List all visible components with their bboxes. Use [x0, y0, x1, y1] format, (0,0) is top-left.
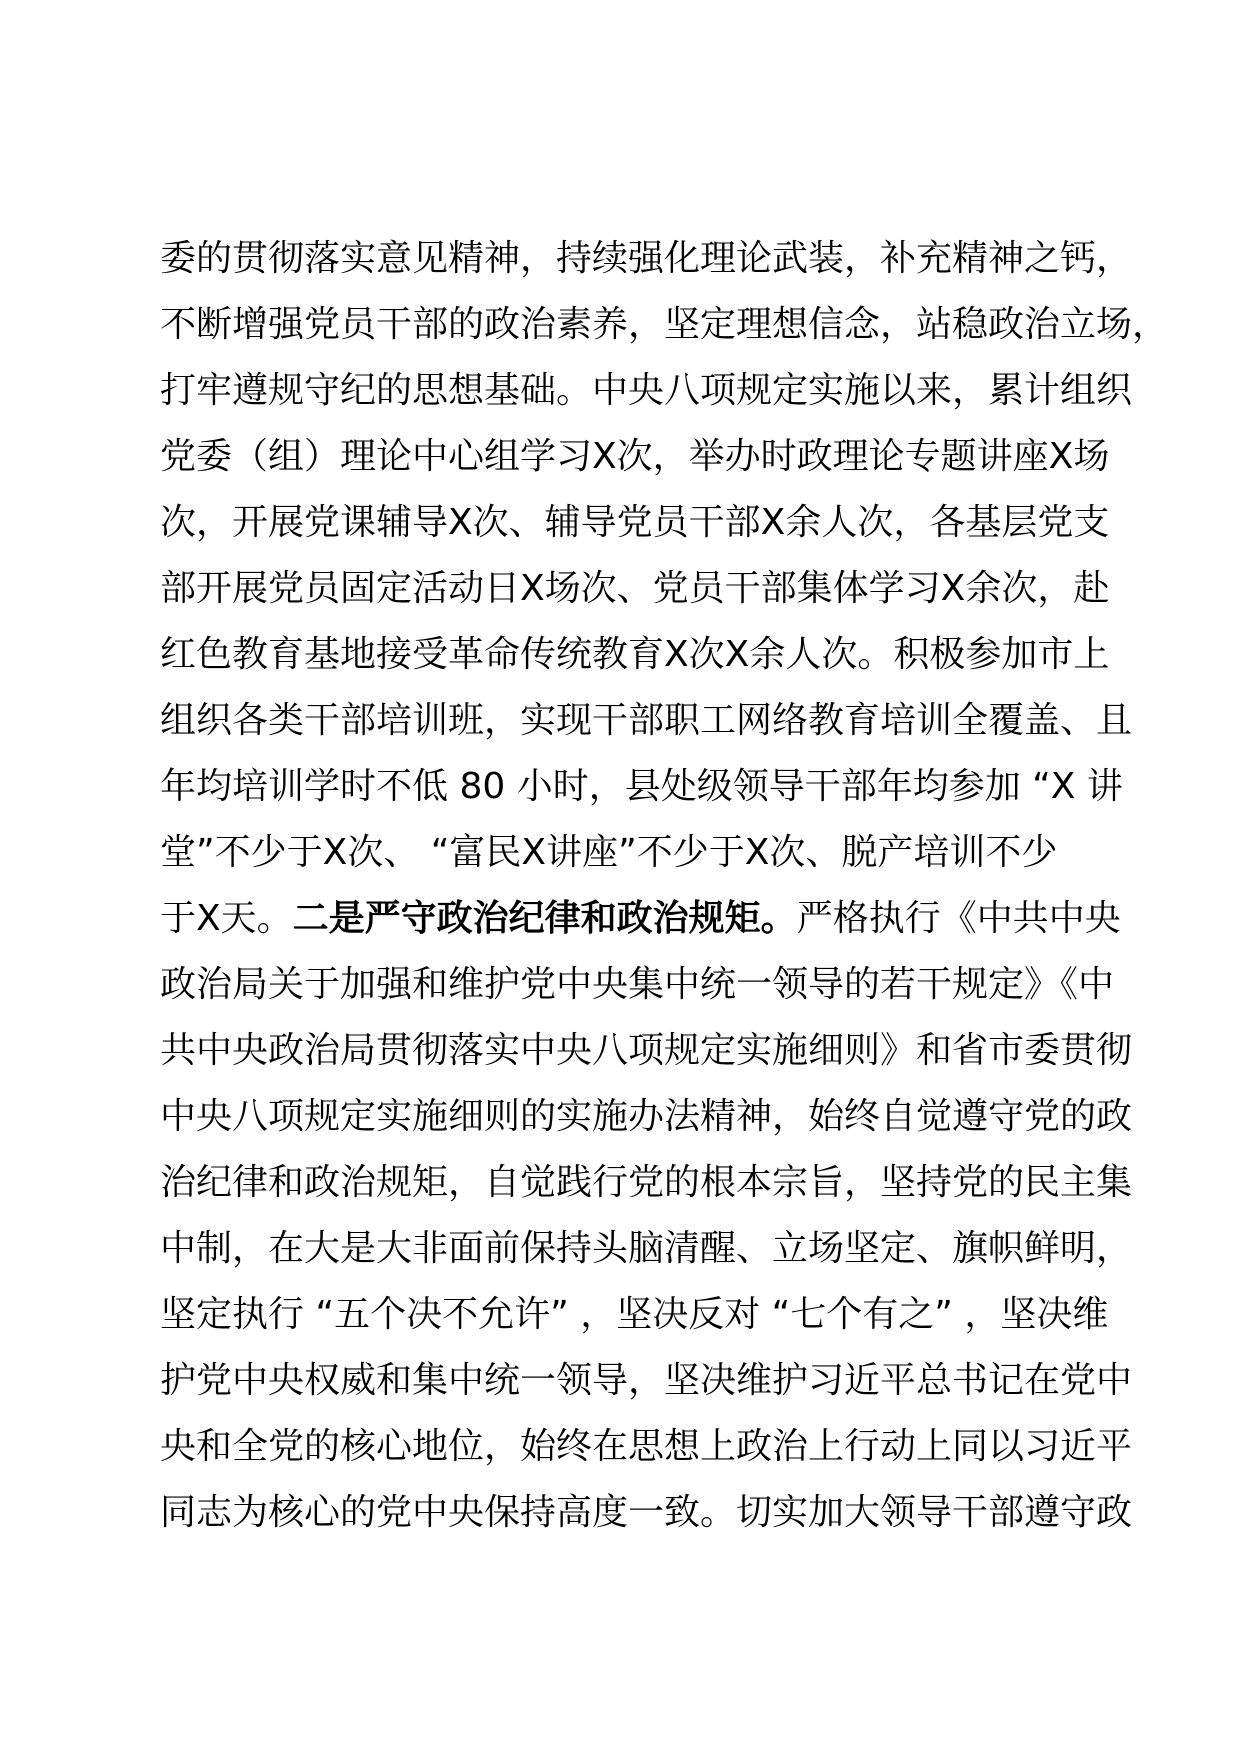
text-segment: 政治局关于加强和维护党中央集中统一领导的若干规定》《中 [160, 964, 1115, 1005]
text-segment: 部开展党员固定活动日X场次、党员干部集体学习X余次，赴 [160, 568, 1110, 609]
text-line [160, 1216, 1133, 1282]
text-line [160, 754, 1123, 820]
body-text [160, 226, 1169, 1546]
text-segment: 严格执行《中共中央 [796, 898, 1121, 939]
text-segment: 央和全党的核心地位，始终在思想上政治上行动上同以习近平 [160, 1426, 1133, 1467]
text-segment: 党委（组）理论中心组学习X次，举办时政理论专题讲座X场 [160, 436, 1110, 477]
text-segment: 坚定执行 “五个决不允许” ，坚决反对 “七个有之” ，坚决维 [160, 1294, 1109, 1335]
text-line [160, 688, 1133, 754]
text-line [160, 1282, 1120, 1348]
text-segment: 同志为核心的党中央保持高度一致。切实加大领导干部遵守政 [160, 1492, 1133, 1533]
text-line [160, 1414, 1133, 1480]
text-line [160, 1348, 1133, 1414]
text-line [160, 358, 1133, 424]
text-line [160, 1150, 1133, 1216]
text-line [160, 1480, 1133, 1546]
text-segment: 红色教育基地接受革命传统教育X次X余人次。积极参加市上 [160, 634, 1110, 675]
text-segment: 委的贯彻落实意见精神，持续强化理论武装，补充精神之钙， [160, 238, 1133, 279]
text-line [160, 1018, 1133, 1084]
text-line [160, 622, 1120, 688]
bold-heading-phrase: 二是严守政治纪律和政治规矩。 [292, 898, 797, 939]
text-line [160, 226, 1133, 292]
text-segment: 不断增强党员干部的政治素养，坚定理想信念，站稳政治立场， [160, 304, 1169, 345]
text-segment: 护党中央权威和集中统一领导，坚决维护习近平总书记在党中 [160, 1360, 1133, 1401]
text-segment: 治纪律和政治规矩，自觉践行党的根本宗旨，坚持党的民主集 [160, 1162, 1133, 1203]
text-segment: 打牢遵规守纪的思想基础。中央八项规定实施以来，累计组织 [160, 370, 1133, 411]
text-line [160, 1084, 1133, 1150]
text-line [160, 556, 1120, 622]
text-line [160, 820, 1120, 886]
text-segment: 中制，在大是大非面前保持头脑清醒、立场坚定、旗帜鲜明， [160, 1228, 1133, 1269]
text-segment: 组织各类干部培训班，实现干部职工网络教育培训全覆盖、且 [160, 700, 1133, 741]
text-segment: 共中央政治局贯彻落实中央八项规定实施细则》和省市委贯彻 [160, 1030, 1133, 1071]
text-segment: 年均培训学时不低 80 小时，县处级领导干部年均参加 “X 讲 [160, 766, 1123, 807]
text-line [160, 292, 1169, 358]
text-segment: 于X天。 [160, 898, 293, 939]
text-line [160, 886, 1120, 952]
text-segment: 中央八项规定实施细则的实施办法精神，始终自觉遵守党的政 [160, 1096, 1133, 1137]
text-line [160, 490, 1120, 556]
text-line [160, 952, 1120, 1018]
text-line [160, 424, 1120, 490]
text-segment: 堂”不少于X次、 “富民X讲座”不少于X次、脱产培训不少 [160, 832, 1058, 873]
text-segment: 次，开展党课辅导X次、辅导党员干部X余人次，各基层党支 [160, 502, 1110, 543]
